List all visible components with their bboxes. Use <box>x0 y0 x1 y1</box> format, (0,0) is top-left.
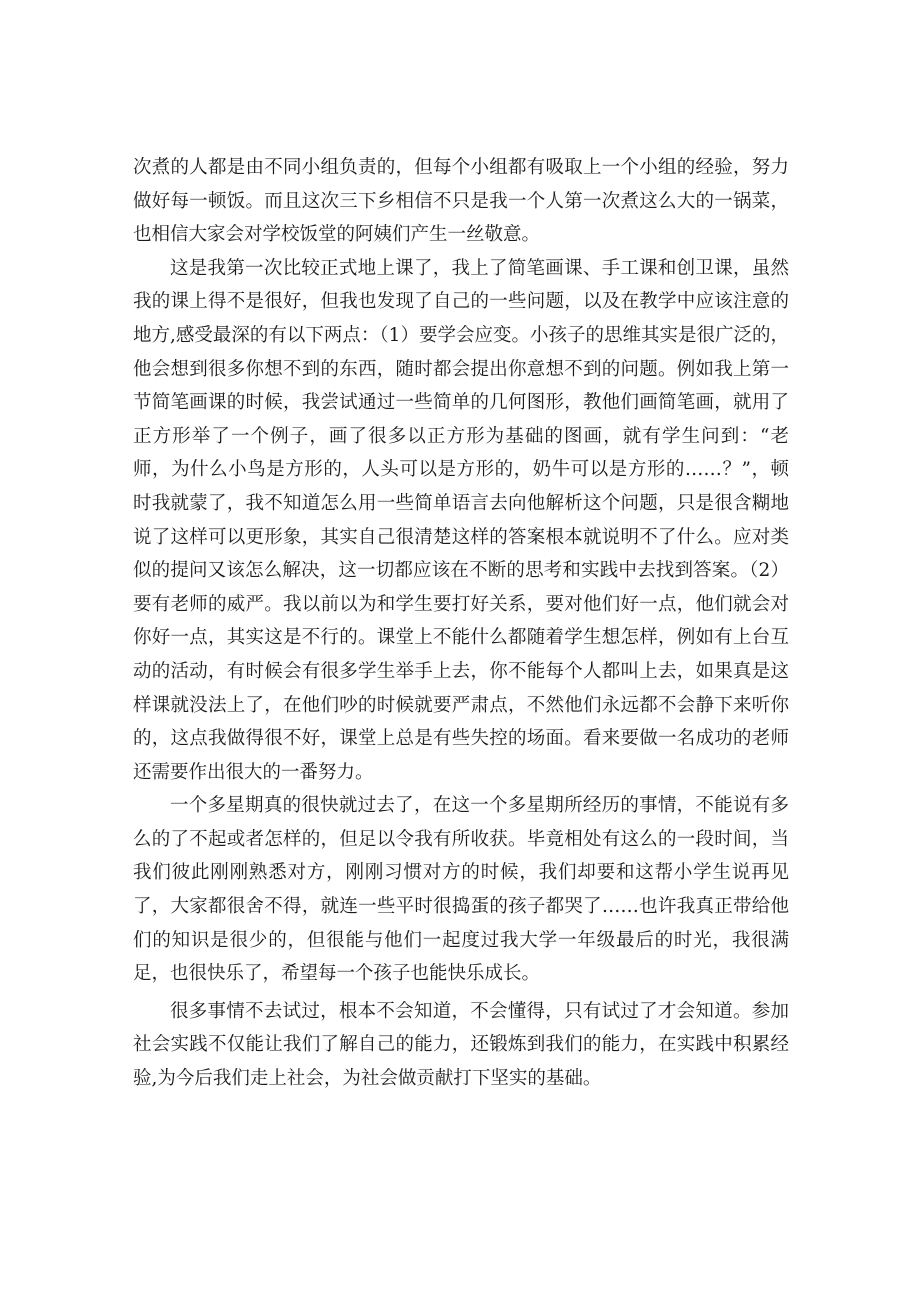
document-page <box>133 151 789 1096</box>
paragraph-4: 很多事情不去试过，根本不会知道，不会懂得，只有试过了才会知道。参加社会实践不仅能让我们了解自己的能力，还锻炼到我们的能力，在实践中积累经验,为今后我们走上社会，为社会做贡献打下坚实的基础。 <box>133 1000 789 1090</box>
paragraph-3: 一个多星期真的很快就过去了，在这一个多星期所经历的事情，不能说有多么的了不起或者怎样的，但足以令我有所收获。毕竟相处有这么的一段时间，当我们彼此刚刚熟悉对方，刚刚习惯对方的时候，我们却要和这帮小学生说再见了，大家都很舍不得，就连一些平时很捣蛋的孩子都哭了……也许我真正带给他们的知识是很少的，但很能与他们一起度过我大学一年级最后的时光，我很满足，也很快乐了，希望每一个孩子也能快乐成长。 <box>133 795 789 985</box>
paragraph-2: 这是我第一次比较正式地上课了，我上了简笔画课、手工课和创卫课，虽然我的课上得不是很好，但我也发现了自己的一些问题，以及在教学中应该注意的地方,感受最深的有以下两点：（1）要学会应变。小孩子的思维其实是很广泛的，他会想到很多你想不到的东西，随时都会提出你意想不到的问题。例如我上第一节简笔画课的时候，我尝试通过一些简单的几何图形，教他们画简笔画，就用了正方形举了一个例子，画了很多以正方形为基础的图画，就有学生问到：“老师，为什么小鸟是方形的，人头可以是方形的，奶牛可以是方形的……？”，顿时我就蒙了，我不知道怎么用一些简单语言去向他解析这个问题，只是很含糊地说了这样可以更形象，其实自己很清楚这样的答案根本就说明不了什么。应对类似的提问又该怎么解决，这一切都应该在不断的思考和实践中去找到答案。（2）要有老师的威严。我以前以为和学生要打好关系，要对他们好一点，他们就会对你好一点，其实这是不行的。课堂上不能什么都随着学生想怎样，例如有上台互动的活动，有时候会有很多学生举手上去，你不能每个人都叫上去，如果真是这样课就没法上了，在他们吵的时候就要严肃点，不然他们永远都不会静下来听你的，这点我做得很不好，课堂上总是有些失控的场面。看来要做一名成功的老师还需要作出很大的一番努力。 <box>133 257 789 783</box>
paragraph-1: 次煮的人都是由不同小组负责的，但每个小组都有吸取上一个小组的经验，努力做好每一顿饭。而且这次三下乡相信不只是我一个人第一次煮这么大的一锅菜，也相信大家会对学校饭堂的阿姨们产生一丝敬意。 <box>133 157 789 246</box>
